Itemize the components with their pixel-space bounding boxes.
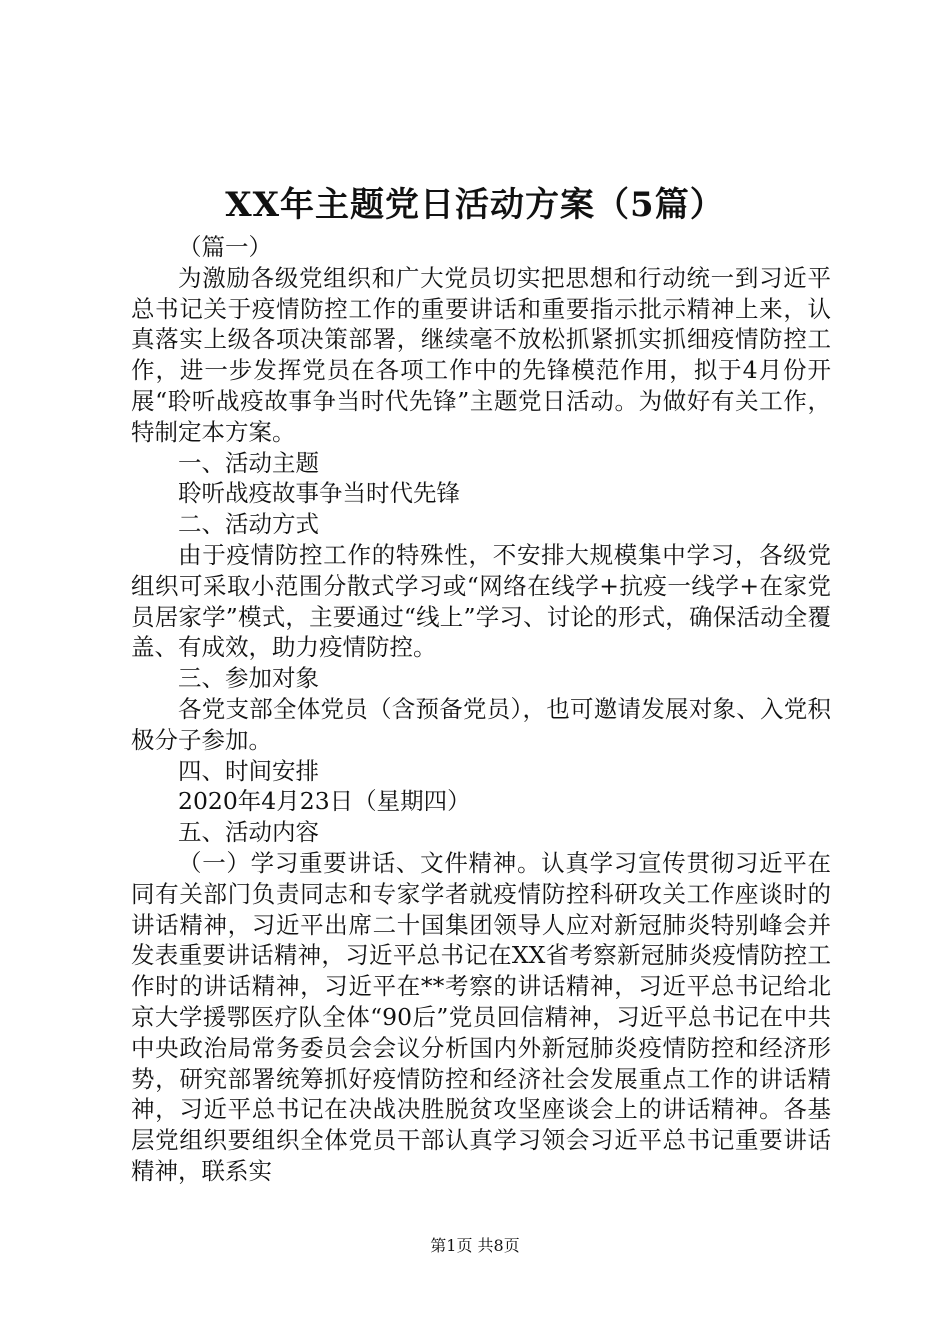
intro-paragraph: 为激励各级党组织和广大党员切实把思想和行动统一到习近平总书记关于疫情防控工作的重要讲话和重要指示批示精神上来，认真落实上级各项决策部署，继续毫不放松抓紧抓实抓细疫情防控工作，进一步发挥党员在各项工作中的先锋模范作用，拟于4月份开展“聆听战疫故事争当时代先锋”主题党日活动。为做好有关工作，特制定本方案。 <box>131 263 831 446</box>
heading-participants: 三、参加对象 <box>178 664 319 693</box>
heading-activity-method: 二、活动方式 <box>178 510 319 539</box>
schedule-date: 2020年4月23日（星期四） <box>178 787 471 816</box>
heading-activity-theme: 一、活动主题 <box>178 448 319 477</box>
activity-content-paragraph: （一）学习重要讲话、文件精神。认真学习宣传贯彻习近平在同有关部门负责同志和专家学者就疫情防控科研攻关工作座谈时的讲话精神，习近平出席二十国集团领导人应对新冠肺炎特别峰会并发表重要讲话精神，习近平总书记在XX省考察新冠肺炎疫情防控工作时的讲话精神，习近平在**考察的讲话精神，习近平总书记给北京大学援鄂医疗队全体“90后”党员回信精神，习近平总书记在中共中央政治局常务委员会会议分析国内外新冠肺炎疫情防控和经济形势，研究部署统筹抓好疫情防控和经济社会发展重点工作的讲话精神，习近平总书记在决战决胜脱贫攻坚座谈会上的讲话精神。各基层党组织要组织全体党员干部认真学习领会习近平总书记重要讲话精神，联系实 <box>131 848 831 1185</box>
activity-method-paragraph: 由于疫情防控工作的特殊性，不安排大规模集中学习，各级党组织可采取小范围分散式学习或“网络在线学+抗疫一线学+在家党员居家学”模式，主要通过“线上”学习、讨论的形式，确保活动全覆盖、有成效，助力疫情防控。 <box>131 540 831 662</box>
activity-theme-text: 聆听战疫故事争当时代先锋 <box>178 479 460 508</box>
heading-activity-content: 五、活动内容 <box>178 818 319 847</box>
document-title: XX年主题党日活动方案（5篇） <box>225 185 725 225</box>
section-label: （篇一） <box>178 233 272 261</box>
document-body <box>131 232 831 1187</box>
participants-paragraph: 各党支部全体党员（含预备党员），也可邀请发展对象、入党积极分子参加。 <box>131 694 831 754</box>
page-footer: 第1页 共8页 <box>430 1236 520 1255</box>
heading-schedule: 四、时间安排 <box>178 756 319 785</box>
